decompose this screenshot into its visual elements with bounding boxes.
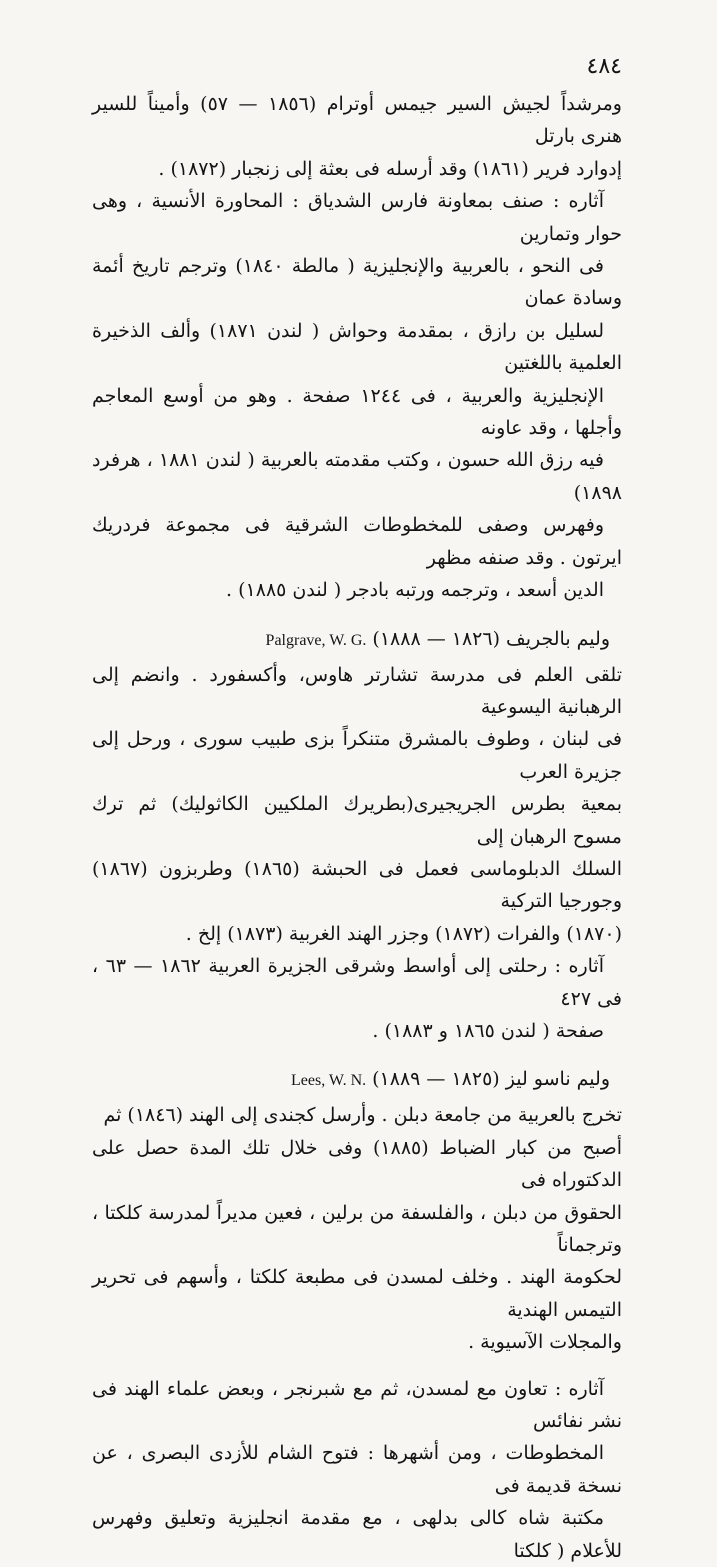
text-line: فى النحو ، بالعربية والإنجليزية ( مالطة ١٨٤٠) وترجم تاريخ أئمة وسادة عمان [92,255,622,310]
heading-latin: Lees, W. N. [291,1072,367,1090]
paragraph-bio-palgrave [92,659,622,951]
text-line: فيه رزق الله حسون ، وكتب مقدمته بالعربية ( لندن ١٨٨١ ، هرفرد ١٨٩٨) [92,449,622,504]
text-line: الدين أسعد ، وترجمه ورتبه بادجر ( لندن ١٨٨٥) . [226,579,604,602]
heading-arabic: وليم ناسو ليز (١٨٢٥ — ١٨٨٩) [372,1068,610,1091]
text-line: مكتبة شاه كالى بدلهى ، مع مقدمة انجليزية وتعليق وفهرس للأعلام ( كلكتا [92,1507,622,1562]
text-line: آثاره : تعاون مع لمسدن، ثم مع شبرنجر ، وبعض علماء الهند فى نشر نفائس [92,1377,622,1433]
text-line: آثاره : صنف بمعاونة فارس الشدياق : المحاورة الأنسية ، وهى حوار وتمارين [92,190,622,245]
page-number: ٤٨٤ [586,54,622,79]
text-line: الحقوق من دبلن ، والفلسفة من برلين ، فعين مديراً لمدرسة كلكتا ، وترجماناً [92,1201,622,1256]
text-line: الإنجليزية والعربية ، فى ١٢٤٤ صفحة . وهو من أوسع المعاجم وأجلها ، وقد عاونه [92,384,622,440]
text-line: لحكومة الهند . وخلف لمسدن فى مطبعة كلكتا ، وأسهم فى تحرير التيمس الهندية [92,1266,622,1321]
entry-heading-lees [92,1063,622,1099]
text-line: تخرج بالعربية من جامعة دبلن . وأرسل كجندى إلى الهند (١٨٤٦) ثم [103,1104,622,1127]
text-line: بمعية بطرس الجريجيرى(بطريرك الملكيين الكاثوليك) ثم ترك مسوح الرهبان إلى [92,793,622,848]
text-line: فى لبنان ، وطوف بالمشرق متنكراً بزى طبيب سورى ، ورحل إلى جزيرة العرب [92,728,622,783]
entry-heading-palgrave [92,623,622,659]
text-line: المخطوطات ، ومن أشهرها : فتوح الشام للأزدى البصرى ، عن نسخة قديمة فى [92,1442,622,1497]
text-line: صفحة ( لندن ١٨٦٥ و ١٨٨٣) . [372,1019,604,1042]
paragraph-bio-lees [92,1099,622,1358]
heading-arabic: وليم بالجريف (١٨٢٦ — ١٨٨٨) [372,627,610,650]
paragraph-works-badger [92,185,622,606]
text-line: (١٨٧٠) والفرات (١٨٧٢) وجزر الهند الغربية (١٨٧٣) إلخ . [185,922,622,945]
paragraph-works-palgrave [92,950,622,1047]
paragraph-continuation [92,88,622,185]
text-line: تلقى العلم فى مدرسة تشارتر هاوس، وأكسفورد . وانضم إلى الرهبانية اليسوعية [92,663,622,718]
text-line: ومرشداً لجيش السير جيمس أوترام (١٨٥٦ — ٥٧) وأميناً للسير هنرى بارتل [92,93,622,148]
text-line: إدوارد فرير (١٨٦١) وقد أرسله فى بعثة إلى زنجبار (١٨٧٢) . [158,157,622,180]
text-line: لسليل بن رازق ، بمقدمة وحواش ( لندن ١٨٧١) وألف الذخيرة العلمية باللغتين [92,319,622,375]
paragraph-works-lees [92,1373,622,1567]
text-line: أصبح من كبار الضباط (١٨٨٥) وفى خلال تلك المدة حصل على الدكتوراه فى [92,1136,622,1192]
text-line: آثاره : رحلتى إلى أواسط وشرقى الجزيرة العربية ١٨٦٢ — ٦٣ ، فى ٤٢٧ [92,955,622,1010]
text-line: السلك الدبلوماسى فعمل فى الحبشة (١٨٦٥) وطربزون (١٨٦٧) وجورجيا التركية [92,857,622,913]
book-page [92,52,622,1567]
text-line: والمجلات الآسيوية . [468,1331,622,1354]
text-line: وفهرس وصفى للمخطوطات الشرقية فى مجموعة فردريك ايرتون . وقد صنفه مظهر [92,514,622,569]
heading-latin: Palgrave, W. G. [265,631,367,649]
